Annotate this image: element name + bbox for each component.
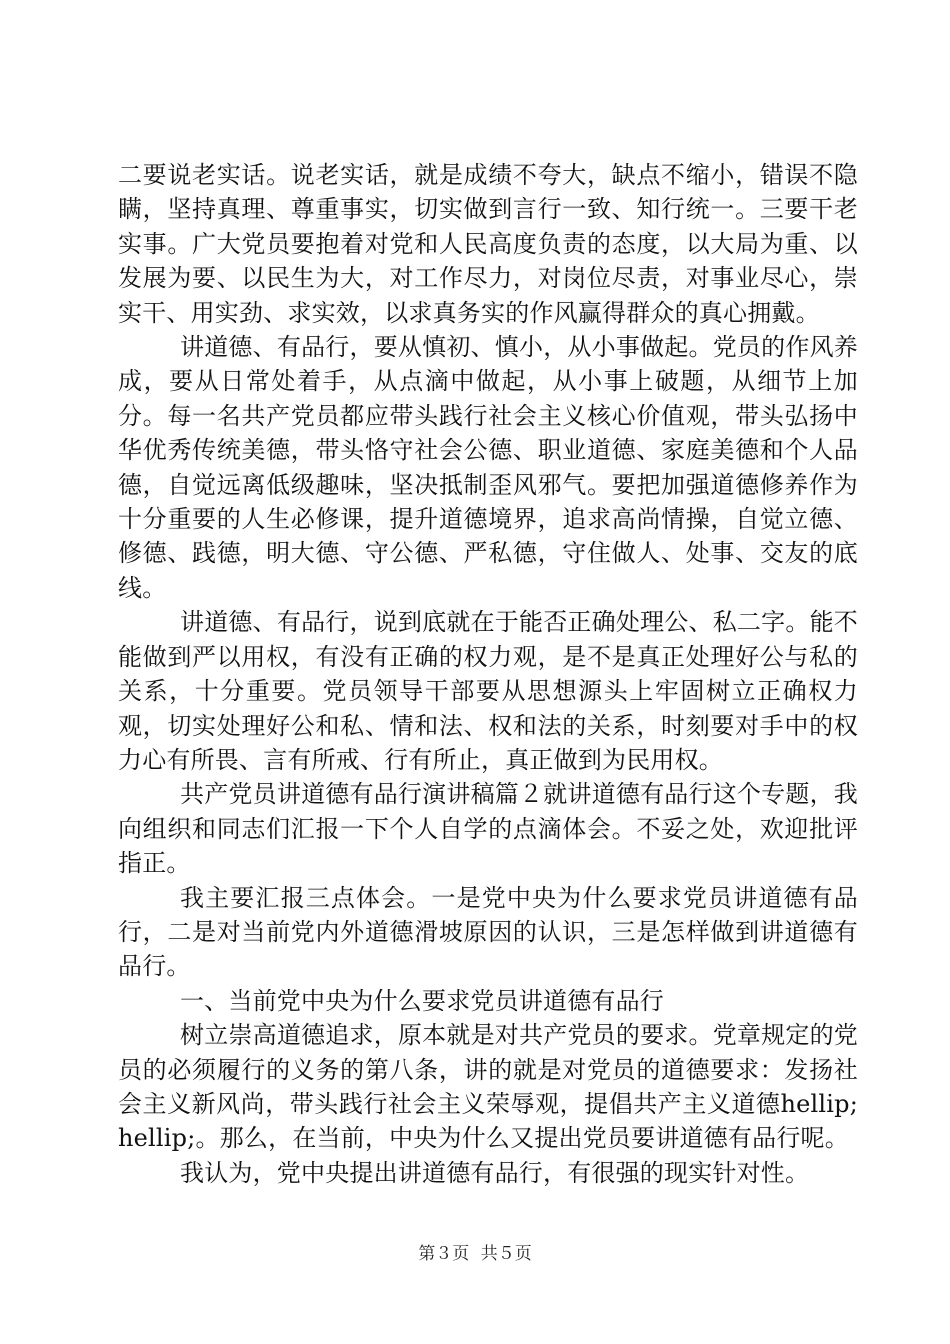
document-body (118, 158, 858, 1190)
paragraph-7: 我认为，党中央提出讲道德有品行，有很强的现实针对性。 (180, 1158, 810, 1187)
paragraph-4: 共产党员讲道德有品行演讲稿篇２就讲道德有品行这个专题，我向组织和同志们汇报一下个人自学的点滴体会。不妥之处，欢迎批评指正。 (118, 780, 858, 878)
paragraph-5: 我主要汇报三点体会。一是党中央为什么要求党员讲道德有品行，二是对当前党内外道德滑坡原因的认识，三是怎样做到讲道德有品行。 (118, 883, 858, 981)
paragraph-2: 讲道德、有品行，要从慎初、慎小，从小事做起。党员的作风养成，要从日常处着手，从点滴中做起，从小事上破题，从细节上加分。每一名共产党员都应带头践行社会主义核心价值观，带头弘扬中华优秀传统美德，带头恪守社会公德、职业道德、家庭美德和个人品德，自觉远离低级趣味，坚决抵制歪风邪气。要把加强道德修养作为十分重要的人生必修课，提升道德境界，追求高尚情操，自觉立德、修德、践德，明大德、守公德、严私德，守住做人、处事、交友的底线。 (118, 333, 858, 602)
total-pages: 共５页 (480, 1244, 532, 1264)
paragraph-3: 讲道德、有品行，说到底就在于能否正确处理公、私二字。能不能做到严以用权，有没有正确的权力观，是不是真正处理好公与私的关系，十分重要。党员领导干部要从思想源头上牢固树立正确权力观，切实处理好公和私、情和法、权和法的关系，时刻要对手中的权力心有所畏、言有所戒、行有所止，真正做到为民用权。 (118, 608, 858, 774)
page-footer (0, 1242, 950, 1266)
section-heading: 一、当前党中央为什么要求党员讲道德有品行 (180, 986, 664, 1015)
paragraph-1: 二要说老实话。说老实话，就是成绩不夸大，缺点不缩小，错误不隐瞒，坚持真理、尊重事实，切实做到言行一致、知行统一。三要干老实事。广大党员要抱着对党和人民高度负责的态度，以大局为重、以发展为要、以民生为大，对工作尽力，对岗位尽责，对事业尽心，崇实干、用实劲、求实效，以求真务实的作风赢得群众的真心拥戴。 (118, 161, 858, 327)
paragraph-6: 树立崇高道德追求，原本就是对共产党员的要求。党章规定的党员的必须履行的义务的第八条，讲的就是对党员的道德要求：发扬社会主义新风尚，带头践行社会主义荣辱观，提倡共产主义道德hellip;hellip;。那么，在当前，中央为什么又提出党员要讲道德有品行呢。 (118, 1021, 858, 1153)
page-number: 第３页 (418, 1244, 470, 1264)
